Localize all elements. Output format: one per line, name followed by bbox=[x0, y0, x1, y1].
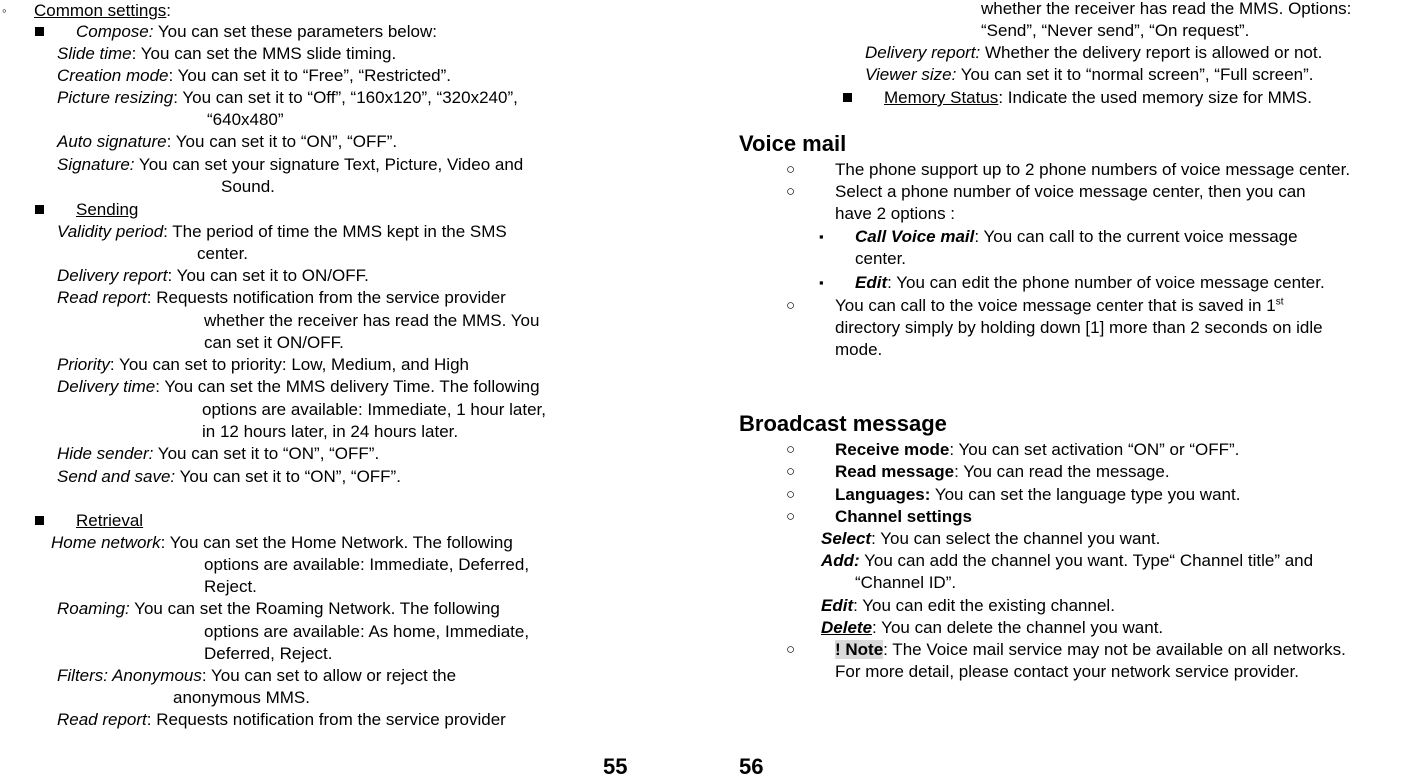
note-line: ! Note: The Voice mail service may not be available on all networks. bbox=[835, 640, 1346, 659]
read-report-line: Read report: Requests notification from the service provider bbox=[57, 288, 506, 307]
edit-voice-mail-line: Edit: You can edit the phone number of voice message center. bbox=[855, 273, 1325, 292]
broadcast-heading: Broadcast message bbox=[739, 411, 947, 436]
home-network-cont-2: Reject. bbox=[204, 577, 257, 596]
add-cont: “Channel ID”. bbox=[855, 573, 957, 592]
roaming-cont-2: Deferred, Reject. bbox=[204, 644, 333, 663]
circle-bullet-icon: ○ bbox=[786, 463, 796, 480]
slide-time-line: Slide time: You can set the MMS slide timing. bbox=[57, 44, 397, 63]
bullet-common-settings: ◦ bbox=[2, 3, 7, 18]
continuation-line-1: whether the receiver has read the MMS. Options: bbox=[981, 0, 1352, 18]
channel-settings-title: Channel settings bbox=[835, 507, 972, 526]
add-line: Add: You can add the channel you want. Type“ Channel title” and bbox=[821, 551, 1314, 570]
call-voice-mail-line: Call Voice mail: You can call to the current voice message bbox=[855, 227, 1298, 246]
delivery-report-line: Delivery report: Whether the delivery report is allowed or not. bbox=[865, 43, 1323, 62]
signature-line: Signature: You can set your signature Text, Picture, Video and bbox=[57, 155, 524, 174]
circle-bullet-icon: ○ bbox=[786, 508, 796, 525]
validity-period-cont: center. bbox=[197, 244, 249, 263]
hide-sender-line: Hide sender: You can set it to “ON”, “OFF”. bbox=[57, 444, 380, 463]
call-voice-mail-cont: center. bbox=[855, 249, 907, 268]
circle-bullet-icon: ○ bbox=[786, 297, 796, 314]
validity-period-line: Validity period: The period of time the MMS kept in the SMS bbox=[57, 222, 507, 241]
edit-channel-line: Edit: You can edit the existing channel. bbox=[821, 596, 1115, 615]
receive-mode-line: Receive mode: You can set activation “ON” or “OFF”. bbox=[835, 440, 1240, 459]
square-small-bullet-icon: ▪ bbox=[819, 229, 824, 244]
square-bullet-icon bbox=[35, 27, 44, 36]
voice-mail-item-3-line-1: You can call to the voice message center that is saved in 1st bbox=[835, 296, 1284, 315]
read-report-retrieval-line: Read report: Requests notification from the service provider bbox=[57, 710, 506, 729]
read-report-cont-2: can set it ON/OFF. bbox=[204, 333, 344, 352]
circle-bullet-icon: ○ bbox=[786, 641, 796, 658]
memory-status-line: Memory Status: Indicate the used memory size for MMS. bbox=[884, 88, 1312, 107]
filters-cont: anonymous MMS. bbox=[173, 688, 310, 707]
roaming-cont-1: options are available: As home, Immediate, bbox=[204, 622, 530, 641]
delivery-report-line: Delivery report: You can set it to ON/OFF. bbox=[57, 266, 369, 285]
compose-line: Compose: You can set these parameters below: bbox=[76, 22, 437, 41]
delivery-time-line: Delivery time: You can set the MMS delivery Time. The following bbox=[57, 377, 540, 396]
page-number-55: 55 bbox=[603, 754, 628, 779]
home-network-cont-1: options are available: Immediate, Deferred, bbox=[204, 555, 530, 574]
delivery-time-cont-1: options are available: Immediate, 1 hour later, bbox=[202, 400, 546, 419]
voice-mail-item-2-line-2: have 2 options : bbox=[835, 204, 956, 223]
delivery-time-cont-2: in 12 hours later, in 24 hours later. bbox=[202, 422, 459, 441]
auto-signature-line: Auto signature: You can set it to “ON”, “OFF”. bbox=[57, 132, 398, 151]
filters-line: Filters: Anonymous: You can set to allow or reject the bbox=[57, 666, 457, 685]
voice-mail-item-3-line-2: directory simply by holding down [1] more than 2 seconds on idle bbox=[835, 318, 1323, 337]
read-report-cont-1: whether the receiver has read the MMS. You bbox=[204, 311, 540, 330]
circle-bullet-icon: ○ bbox=[786, 486, 796, 503]
roaming-line: Roaming: You can set the Roaming Network. The following bbox=[57, 599, 500, 618]
retrieval-title: Retrieval bbox=[76, 511, 144, 530]
square-bullet-icon bbox=[35, 205, 44, 214]
note-cont: For more detail, please contact your network service provider. bbox=[835, 662, 1299, 681]
voice-mail-item-3-line-3: mode. bbox=[835, 340, 883, 359]
voice-mail-heading: Voice mail bbox=[739, 131, 847, 156]
languages-line: Languages: You can set the language type you want. bbox=[835, 485, 1241, 504]
circle-bullet-icon: ○ bbox=[786, 183, 796, 200]
square-bullet-icon bbox=[843, 93, 852, 102]
select-line: Select: You can select the channel you want. bbox=[821, 529, 1161, 548]
voice-mail-item-1: The phone support up to 2 phone numbers of voice message center. bbox=[835, 160, 1351, 179]
circle-bullet-icon: ○ bbox=[786, 441, 796, 458]
read-message-line: Read message: You can read the message. bbox=[835, 462, 1170, 481]
picture-resizing-line: Picture resizing: You can set it to “Off”, “160x120”, “320x240”, bbox=[57, 88, 518, 107]
sending-title: Sending bbox=[76, 200, 139, 219]
page-number-56: 56 bbox=[739, 754, 764, 779]
square-bullet-icon bbox=[35, 516, 44, 525]
picture-resizing-cont: “640x480” bbox=[207, 110, 284, 129]
circle-bullet-icon: ○ bbox=[786, 161, 796, 178]
priority-line: Priority: You can set to priority: Low, Medium, and High bbox=[57, 355, 469, 374]
creation-mode-line: Creation mode: You can set it to “Free”, “Restricted”. bbox=[57, 66, 452, 85]
send-and-save-line: Send and save: You can set it to “ON”, “OFF”. bbox=[57, 467, 401, 486]
viewer-size-line: Viewer size: You can set it to “normal screen”, “Full screen”. bbox=[865, 65, 1314, 84]
delete-channel-line: Delete: You can delete the channel you want. bbox=[821, 618, 1164, 637]
signature-cont: Sound. bbox=[221, 177, 275, 196]
voice-mail-item-2-line-1: Select a phone number of voice message center, then you can bbox=[835, 182, 1306, 201]
common-settings-title: Common settings: bbox=[34, 1, 172, 20]
continuation-line-2: “Send”, “Never send”, “On request”. bbox=[981, 21, 1250, 40]
home-network-line: Home network: You can set the Home Network. The following bbox=[51, 533, 513, 552]
square-small-bullet-icon: ▪ bbox=[819, 275, 824, 290]
